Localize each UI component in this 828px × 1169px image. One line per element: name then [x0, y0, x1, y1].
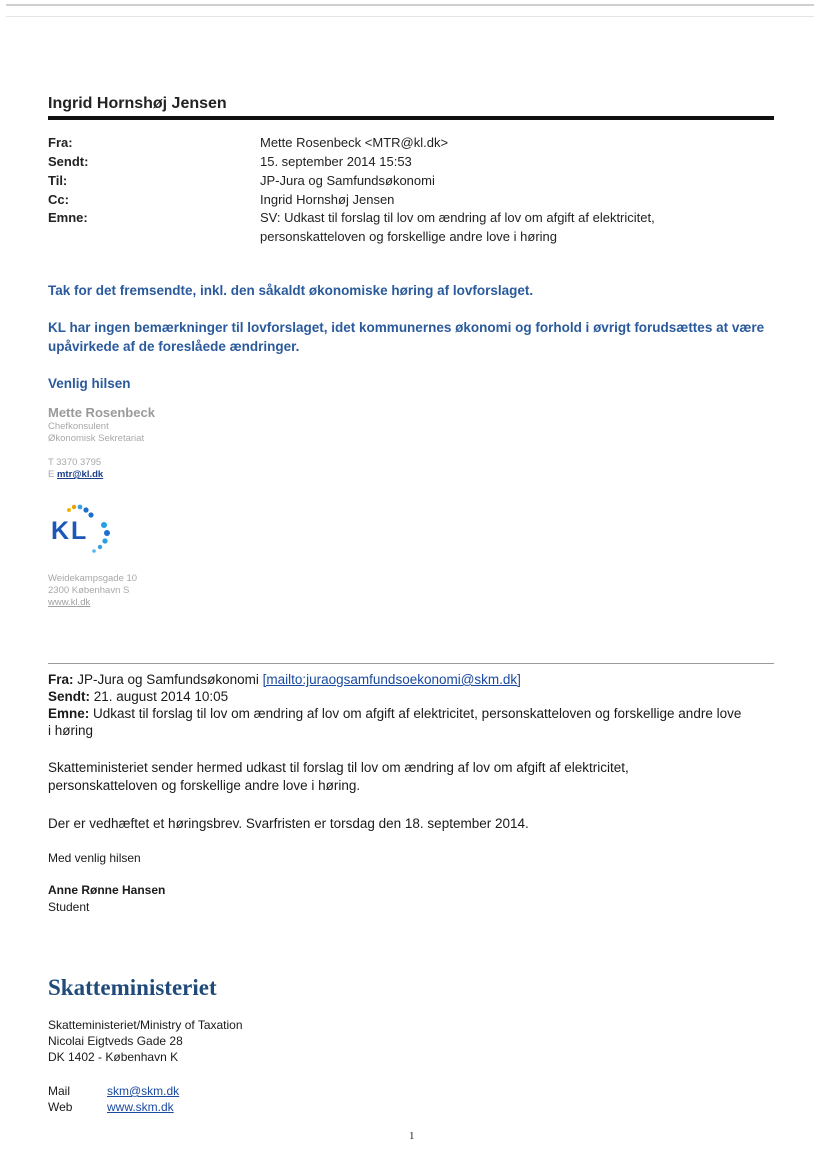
- subject-label: Emne:: [48, 210, 88, 225]
- fwd-subject-line: [48, 706, 741, 721]
- header-rule: [48, 116, 774, 120]
- fwd-body-line-2: personskatteloven og forskellige andre love i høring.: [48, 778, 361, 793]
- kl-web-link[interactable]: www.kl.dk: [48, 597, 91, 608]
- reply-paragraph-2-line-2: upåvirkede af de foreslåede ændringer.: [48, 339, 300, 354]
- fwd-subject-value-2: i høring: [48, 723, 94, 738]
- skm-mail-link[interactable]: skm@skm.dk: [107, 1084, 180, 1098]
- skm-line-1: Skatteministeriet/Ministry of Taxation: [48, 1018, 243, 1032]
- fwd-subject-value-1: Udkast til forslag til lov om ændring af lov om afgift af elektricitet, personskatteloven og forskellige andre love: [93, 706, 742, 721]
- fwd-signer-title: Student: [48, 900, 90, 914]
- reply-closing: Venlig hilsen: [48, 376, 131, 391]
- signature-department: Økonomisk Sekretariat: [48, 433, 145, 444]
- fwd-closing: Med venlig hilsen: [48, 851, 141, 865]
- sent-value: 15. september 2014 15:53: [260, 154, 412, 169]
- to-label: Til:: [48, 173, 68, 188]
- fwd-sent-line: [48, 689, 228, 704]
- subject-line-2: personskatteloven og forskellige andre love i høring: [260, 229, 558, 244]
- cc-label: Cc:: [48, 192, 69, 207]
- fwd-subject-label: Emne:: [48, 706, 90, 721]
- fwd-sent-value: 21. august 2014 10:05: [93, 689, 229, 704]
- reply-paragraph-2-line-1: KL har ingen bemærkninger til lovforslaget, idet kommunernes økonomi og forhold i øvrigt forudsættes at være: [48, 320, 765, 335]
- forward-separator: [48, 663, 774, 664]
- kl-logo-text: KL: [51, 517, 89, 545]
- cc-value: Ingrid Hornshøj Jensen: [260, 192, 395, 207]
- signature-title: Chefkonsulent: [48, 421, 109, 432]
- signature-phone: T 3370 3795: [48, 457, 102, 468]
- skm-line-3: DK 1402 - København K: [48, 1050, 179, 1064]
- fwd-signer-name: Anne Rønne Hansen: [48, 883, 166, 897]
- skm-title: Skatteministeriet: [48, 975, 217, 1000]
- from-value: Mette Rosenbeck <MTR@kl.dk>: [260, 135, 449, 150]
- signature-email-line: [48, 469, 103, 480]
- fwd-body-line-1: Skatteministeriet sender hermed udkast til forslag til lov om ændring af lov om afgift af elektricitet,: [48, 760, 629, 775]
- sent-label: Sendt:: [48, 154, 89, 169]
- scan-top-edge: [6, 4, 814, 17]
- fwd-sent-label: Sendt:: [48, 689, 90, 704]
- skm-web-label: Web: [48, 1100, 73, 1114]
- fwd-from-label: Fra:: [48, 672, 74, 687]
- reply-paragraph-1: Tak for det fremsendte, inkl. den såkaldt økonomiske høring af lovforslaget.: [48, 283, 534, 298]
- signature-email-link[interactable]: mtr@kl.dk: [56, 469, 104, 480]
- skm-web-link[interactable]: www.skm.dk: [107, 1100, 174, 1114]
- fwd-body-line-3: Der er vedhæftet et høringsbrev. Svarfristen er torsdag den 18. september 2014.: [48, 816, 529, 831]
- fwd-from-line: [48, 672, 521, 687]
- skm-mail-label: Mail: [48, 1084, 71, 1098]
- to-value: JP-Jura og Samfundsøkonomi: [260, 173, 435, 188]
- signature-email-prefix: E: [48, 469, 57, 480]
- kl-address-line-2: 2300 København S: [48, 585, 130, 596]
- signature-name: Mette Rosenbeck: [48, 405, 155, 420]
- fwd-mailto-link[interactable]: [mailto:juraogsamfundsoekonomi@skm.dk]: [262, 672, 521, 687]
- subject-line-1: SV: Udkast til forslag til lov om ændring af lov om afgift af elektricitet,: [260, 210, 655, 225]
- from-label: Fra:: [48, 135, 73, 150]
- fwd-from-value: JP-Jura og Samfundsøkonomi: [77, 672, 259, 687]
- kl-address-line-1: Weidekampsgade 10: [48, 573, 138, 584]
- page-number: 1: [409, 1130, 415, 1142]
- recipient-name: Ingrid Hornshøj Jensen: [48, 95, 227, 112]
- kl-logo: [47, 502, 117, 558]
- skm-line-2: Nicolai Eigtveds Gade 28: [48, 1034, 183, 1048]
